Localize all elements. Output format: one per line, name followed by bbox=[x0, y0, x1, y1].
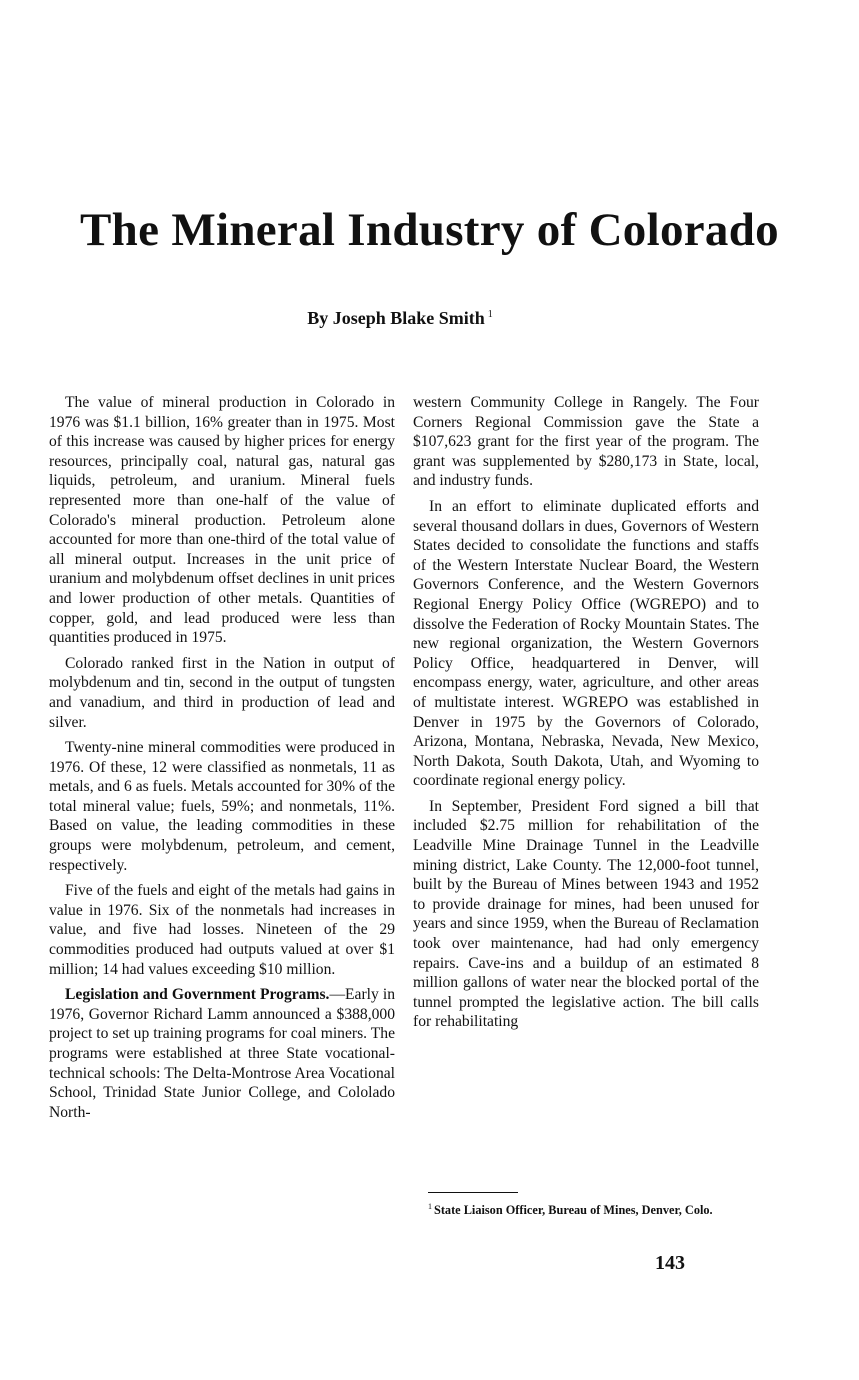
paragraph: In September, President Ford signed a bill that included $2.75 million for rehabilitation of the Leadville Mine Drainage Tunnel in the Leadville mining district, Lake County. The 12,000-foot tunnel, built by the Bureau of Mines between 1943 and 1952 to provide drainage for mines, had been unused for years and since 1959, when the Bureau of Reclamation took over maintenance, had had only emergency repairs. Cave-ins and a buildup of an estimated 8 million gallons of water near the blocked portal of the tunnel prompted the legislative action. The bill calls for rehabilitating bbox=[413, 797, 759, 1031]
footnote-ref: 1 bbox=[487, 309, 493, 320]
footnote-text: State Liaison Officer, Bureau of Mines, Denver, Colo. bbox=[434, 1203, 713, 1218]
footnote-marker: 1 bbox=[428, 1202, 432, 1211]
byline bbox=[0, 308, 800, 329]
paragraph: In an effort to eliminate duplicated efforts and several thousand dollars in dues, Governors of Western States decided to consolidate the functions and staffs of the Western Interstate Nuclear Board, the Western Governors Conference, and the Western Governors Regional Energy Policy Office (WGREPO) and to dissolve the Federation of Rocky Mountain States. The new regional organization, the Western Governors Policy Office, headquartered in Denver, will encompass energy, water, agriculture, and other areas of multistate interest. WGREPO was established in Denver in 1975 by the Governors of Colorado, Arizona, Montana, Nebraska, Nevada, New Mexico, North Dakota, South Dakota, Utah, and Wyoming to coordinate regional energy policy. bbox=[413, 497, 759, 790]
paragraph: Twenty-nine mineral commodities were produced in 1976. Of these, 12 were classified as nonmetals, 11 as metals, and 6 as fuels. Metals accounted for 30% of the total mineral value; fuels, 59%; and nonmetals, 11%. Based on value, the leading commodities in these groups were molybdenum, petroleum, and cement, respectively. bbox=[49, 739, 395, 874]
section-text: —Early in 1976, Governor Richard Lamm announced a $388,000 project to set up training programs for coal miners. The programs were established at three State vocational-technical schools: The Delta-Montrose Area Vocational School, Trinidad State Junior College, and Cololado North- bbox=[49, 986, 395, 1121]
section-heading: Legislation and Government Programs. bbox=[65, 986, 330, 1004]
paragraph: The value of mineral production in Colorado in 1976 was $1.1 billion, 16% greater than in 1975. Most of this increase was caused by higher prices for energy resources, principally coal, natural gas, natural gas liquids, petroleum, and uranium. Mineral fuels represented more than one-half of the value of Colorado's mineral production. Petroleum alone accounted for more than one-third of the total value of all mineral output. Increases in the unit price of uranium and molybdenum offset declines in unit prices and lower production of other metals. Quantities of copper, gold, and lead produced were less than quantities produced in 1975. bbox=[49, 394, 395, 647]
paragraph: western Community College in Rangely. The Four Corners Regional Commission gave the State a $107,623 grant for the first year of the program. The grant was supplemented by $280,173 in State, local, and industry funds. bbox=[413, 394, 759, 490]
paragraph: Colorado ranked first in the Nation in output of molybdenum and tin, second in the output of tungsten and vanadium, and third in production of lead and silver. bbox=[49, 654, 395, 731]
footnote-divider bbox=[428, 1192, 518, 1193]
left-column bbox=[49, 393, 395, 1128]
right-column bbox=[413, 393, 759, 1038]
article-title: The Mineral Industry of Colorado bbox=[80, 204, 779, 256]
paragraph: Five of the fuels and eight of the metals had gains in value in 1976. Six of the nonmetals had increases in value, and five had losses. Nineteen of the 29 commodities produced had outputs valued at over $1 million; 14 had values exceeding $10 million. bbox=[49, 882, 395, 978]
author-name: By Joseph Blake Smith bbox=[307, 308, 485, 328]
legislation-paragraph bbox=[49, 985, 395, 1122]
footnote bbox=[428, 1200, 760, 1218]
page-number: 143 bbox=[655, 1252, 685, 1274]
